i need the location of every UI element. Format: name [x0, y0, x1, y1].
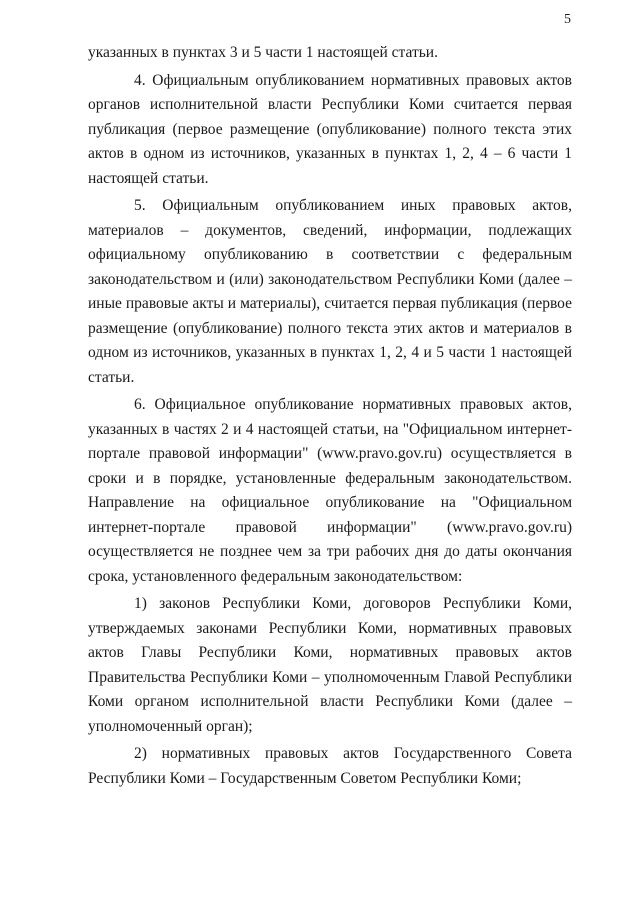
document-body: [88, 41, 572, 794]
paragraph-item-6: 6. Официальное опубликование нормативных правовых актов, указанных в частях 2 и 4 настоящей статьи, на "Официальном интернет-портале правовой информации" (www.pravo.gov.ru) осуществляется в сроки и в порядке, установленные федеральным законодательством. Направление на официальное опубликование на "Официальном интернет-портале правовой информации" (www.pravo.gov.ru) осуществляется не позднее чем за три рабочих дня до даты окончания срока, установленного федеральным законодательством:: [88, 396, 572, 585]
paragraph-continuation: указанных в пунктах 3 и 5 части 1 настоящей статьи.: [88, 44, 438, 61]
subitem-2: 2) нормативных правовых актов Государственного Совета Республики Коми – Государственным Советом Республики Коми;: [88, 745, 572, 787]
subitem-1: 1) законов Республики Коми, договоров Республики Коми, утверждаемых законами Республики Коми, нормативных правовых актов Главы Республики Коми, нормативных правовых актов Правительства Республики Коми – уполномоченным Главой Республики Коми органом исполнительной власти Республики Коми (далее – уполномоченный орган);: [88, 595, 572, 735]
page-number: 5: [564, 12, 571, 27]
paragraph-item-5: 5. Официальным опубликованием иных правовых актов, материалов – документов, сведений, информации, подлежащих официальному опубликованию в соответствии с федеральным законодательством и (или) законодательством Республики Коми (далее – иные правовые акты и материалы), считается первая публикация (первое размещение (опубликование) полного текста этих актов и материалов в одном из источников, указанных в пунктах 1, 2, 4 и 5 части 1 настоящей статьи.: [88, 197, 572, 386]
paragraph-item-4: 4. Официальным опубликованием нормативных правовых актов органов исполнительной власти Республики Коми считается первая публикация (первое размещение (опубликование) полного текста этих актов в одном из источников, указанных в пунктах 1, 2, 4 – 6 части 1 настоящей статьи.: [88, 71, 572, 187]
